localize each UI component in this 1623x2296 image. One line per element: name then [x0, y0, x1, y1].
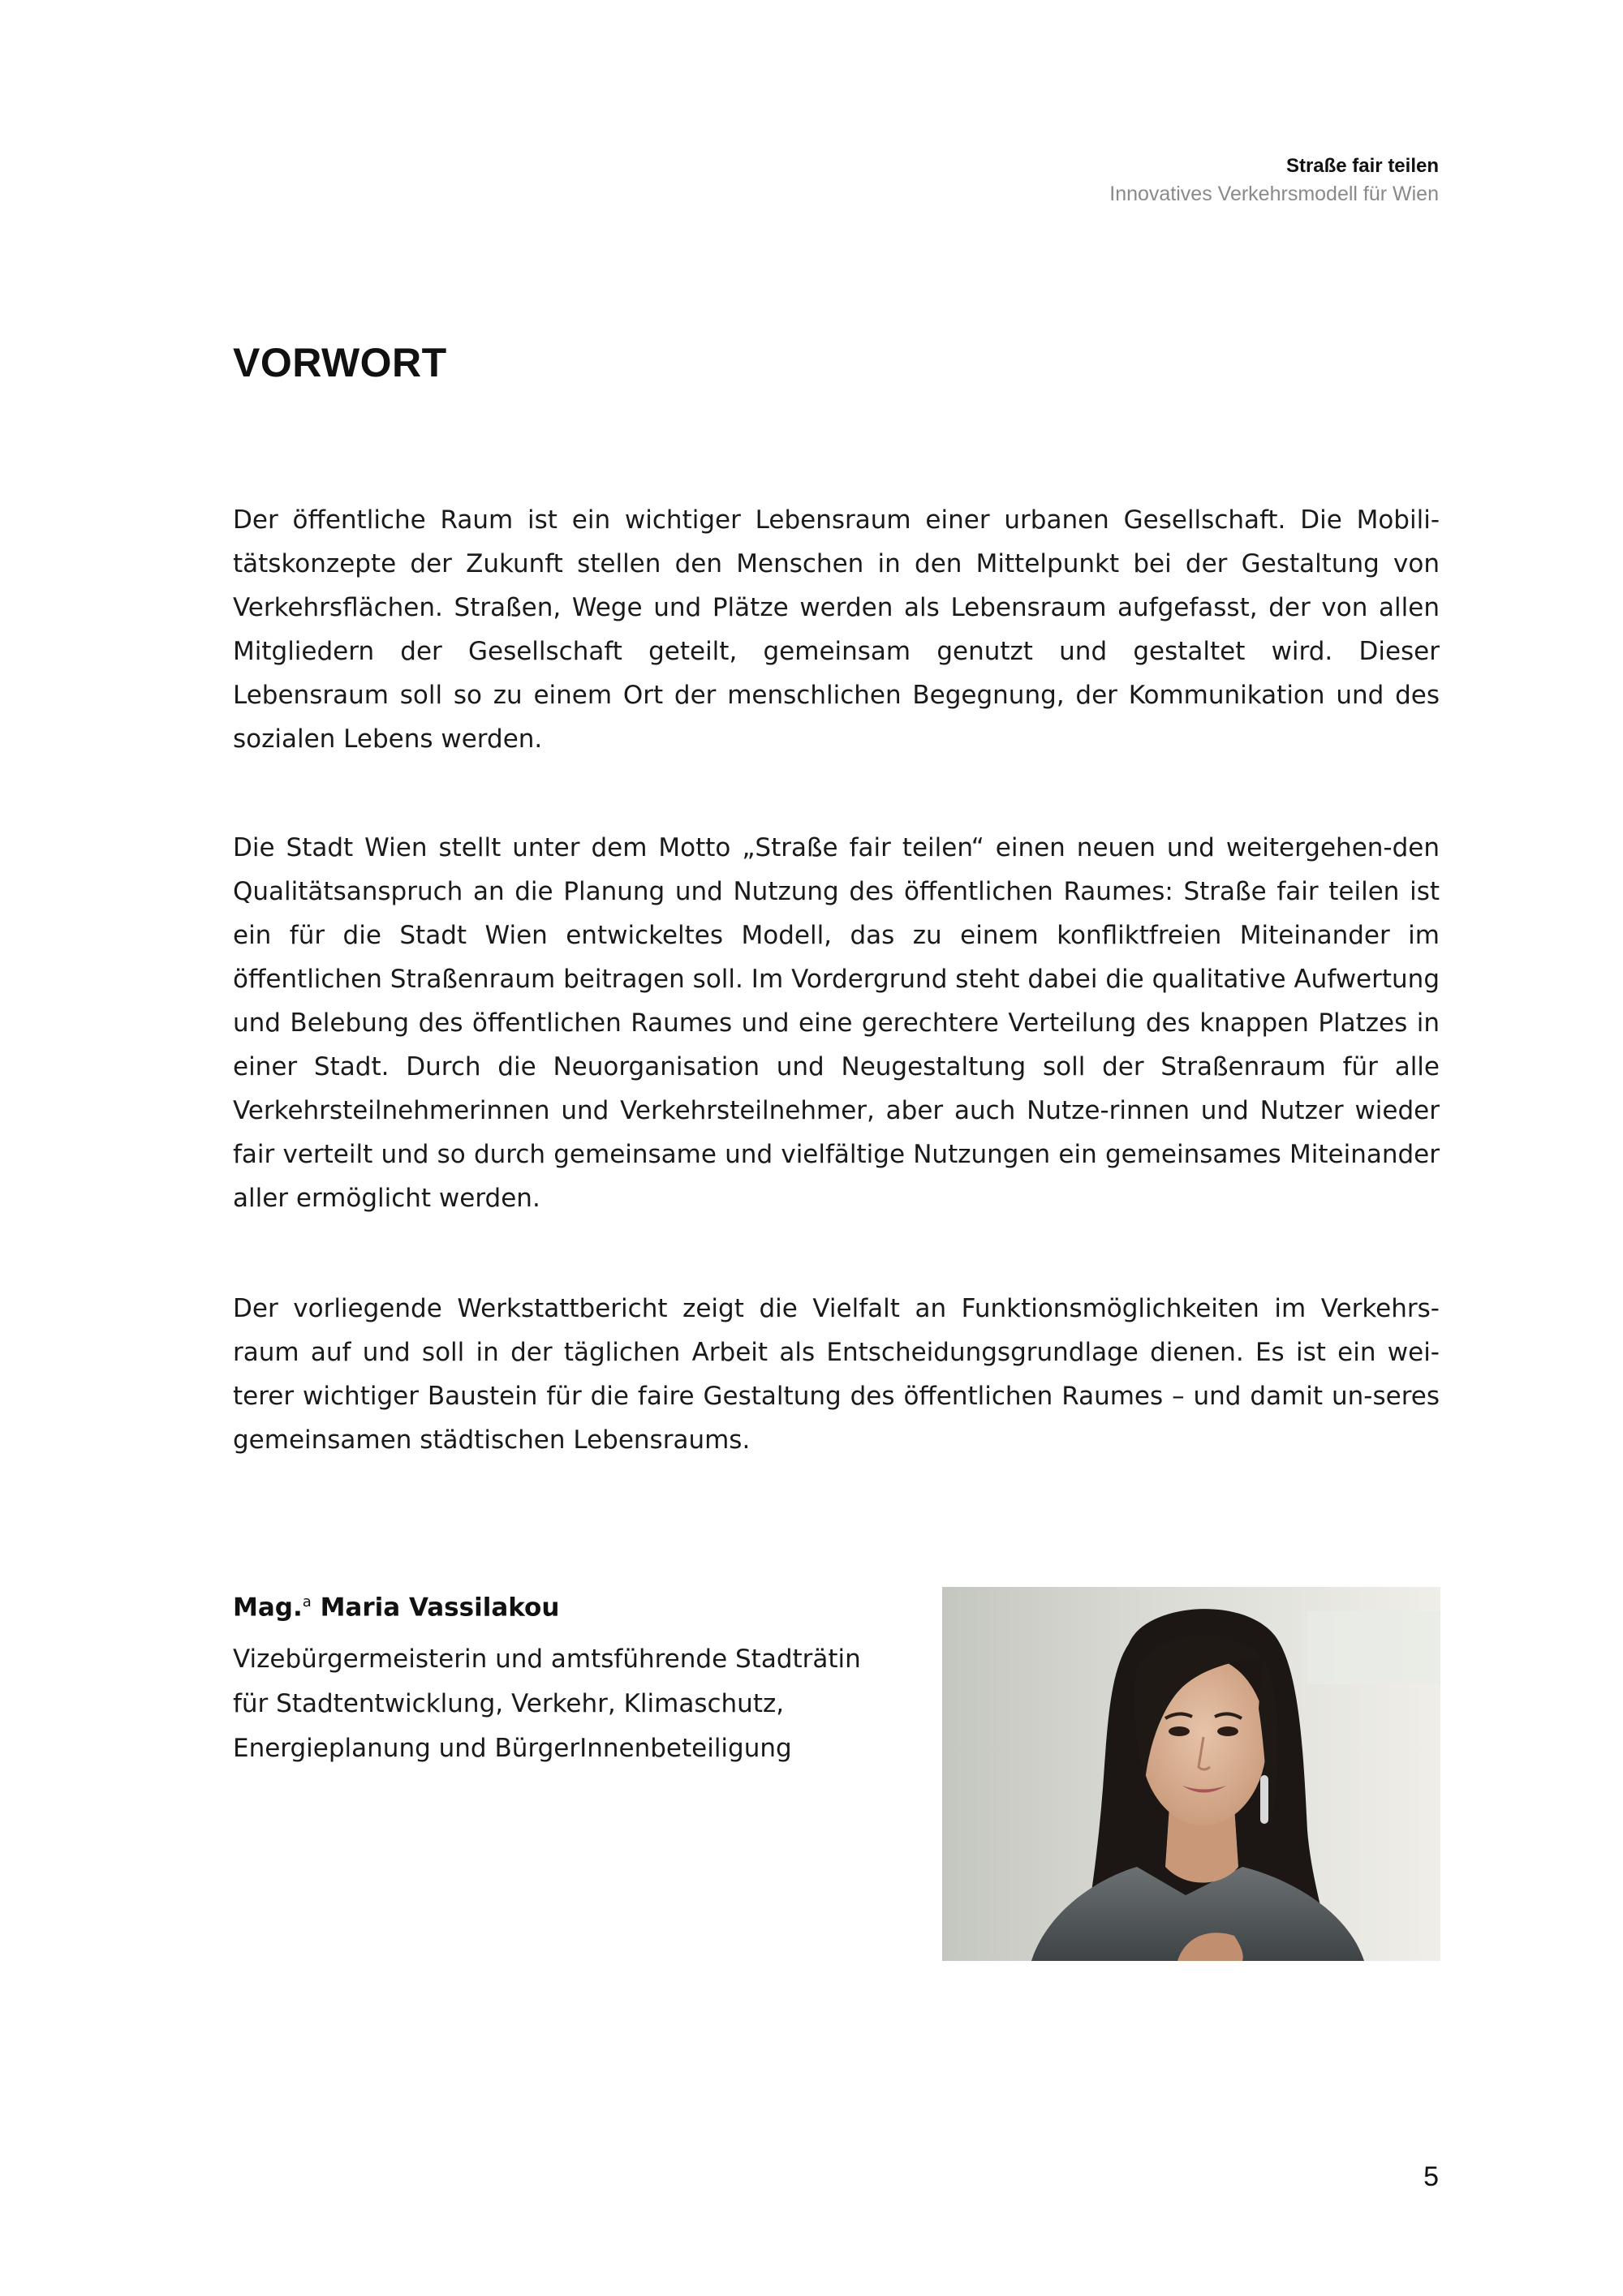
signatory-role	[233, 1637, 915, 1771]
paragraph-1: Der öffentliche Raum ist ein wichtiger Lebensraum einer urbanen Gesellschaft. Die Mobili-tätskonzepte der Zukunft stellen den Menschen in den Mittelpunkt bei der Gestaltung von Verkehrsflächen. Straßen, Wege und Plätze werden als Lebensraum aufgefasst, der von allen Mitgliedern der Gesellschaft geteilt, gemeinsam genutzt und gestaltet wird. Dieser Lebensraum soll so zu einem Ort der menschlichen Begegnung, der Kommunikation und des sozialen Lebens werden.	[233, 505, 1440, 754]
role-line-3: Energieplanung und BürgerInnenbeteiligung	[233, 1734, 792, 1764]
header-subtitle: Innovatives Verkehrsmodell für Wien	[1109, 183, 1439, 205]
page-title: VORWORT	[233, 340, 447, 385]
running-header	[1109, 153, 1439, 208]
signature-block	[233, 1580, 915, 1771]
portrait-photo	[942, 1587, 1440, 1961]
role-line-2: für Stadtentwicklung, Verkehr, Klimaschutz,	[233, 1689, 785, 1719]
signatory-name	[233, 1580, 915, 1629]
paragraph-2: Die Stadt Wien stellt unter dem Motto „Straße fair teilen“ einen neuen und weitergehen-den Qualitätsanspruch an die Planung und Nutzung des öffentlichen Raumes: Straße fair teilen ist ein für die Stadt Wien entwickeltes Modell, das zu einem konfliktfreien Miteinander im öffentlichen Straßenraum beitragen soll. Im Vordergrund steht dabei die qualitative Aufwertung und Belebung des öffentlichen Raumes und eine gerechtere Verteilung des knappen Platzes in einer Stadt. Durch die Neuorganisation und Neugestaltung soll der Straßenraum für alle Verkehrsteilnehmerinnen und Verkehrsteilnehmer, aber auch Nutze-rinnen und Nutzer wieder fair verteilt und so durch gemeinsame und vielfältige Nutzungen ein gemeinsames Miteinander aller ermöglicht werden.	[233, 833, 1440, 1213]
role-line-1: Vizebürgermeisterin und amtsführende Stadträtin	[233, 1645, 861, 1675]
page-number: 5	[1423, 2161, 1439, 2192]
academic-title-suffix: a	[302, 1593, 312, 1610]
paragraph-3: Der vorliegende Werkstattbericht zeigt die Vielfalt an Funktionsmöglichkeiten im Verkehrs-raum auf und soll in der täglichen Arbeit als Entscheidungsgrundlage dienen. Es ist ein wei-terer wichtiger Baustein für die faire Gestaltung des öffentlichen Raumes – und damit un-seres gemeinsamen städtischen Lebensraums.	[233, 1294, 1440, 1455]
person-name: Maria Vassilakou	[320, 1593, 560, 1623]
academic-title: Mag.	[233, 1593, 303, 1623]
header-title: Straße fair teilen	[1285, 155, 1439, 177]
portrait-illustration	[942, 1587, 1440, 1961]
